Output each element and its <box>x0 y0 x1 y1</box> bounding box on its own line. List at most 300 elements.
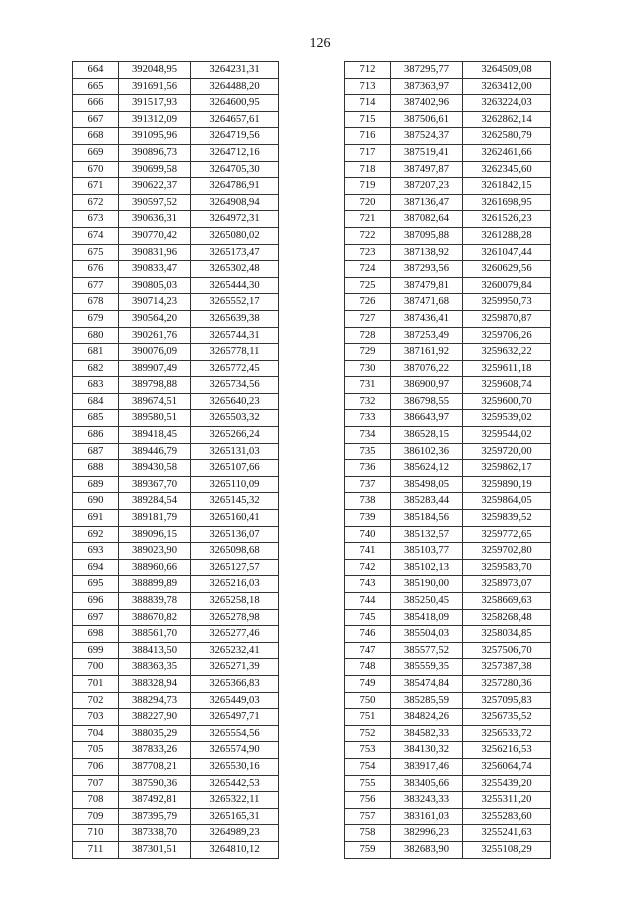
y-coordinate-cell: 3265444,30 <box>191 277 279 294</box>
y-coordinate-cell: 3265160,41 <box>191 510 279 527</box>
point-number-cell: 693 <box>73 543 119 560</box>
table-row <box>345 62 551 79</box>
table-row <box>345 510 551 527</box>
x-coordinate-cell: 389181,79 <box>119 510 191 527</box>
x-coordinate-cell: 388035,29 <box>119 725 191 742</box>
y-coordinate-cell: 3255283,60 <box>463 808 551 825</box>
table-row <box>73 476 279 493</box>
point-number-cell: 722 <box>345 227 391 244</box>
table-row <box>73 95 279 112</box>
point-number-cell: 699 <box>73 642 119 659</box>
point-number-cell: 664 <box>73 62 119 79</box>
x-coordinate-cell: 390636,31 <box>119 211 191 228</box>
point-number-cell: 720 <box>345 194 391 211</box>
table-row <box>73 825 279 842</box>
x-coordinate-cell: 387497,87 <box>391 161 463 178</box>
point-number-cell: 740 <box>345 526 391 543</box>
table-row <box>73 128 279 145</box>
point-number-cell: 724 <box>345 261 391 278</box>
x-coordinate-cell: 385190,00 <box>391 576 463 593</box>
y-coordinate-cell: 3259583,70 <box>463 559 551 576</box>
table-row <box>345 609 551 626</box>
y-coordinate-cell: 3263224,03 <box>463 95 551 112</box>
x-coordinate-cell: 383243,33 <box>391 792 463 809</box>
x-coordinate-cell: 387161,92 <box>391 344 463 361</box>
x-coordinate-cell: 385504,03 <box>391 626 463 643</box>
table-row <box>345 593 551 610</box>
point-number-cell: 713 <box>345 78 391 95</box>
y-coordinate-cell: 3265145,32 <box>191 493 279 510</box>
y-coordinate-cell: 3265271,39 <box>191 659 279 676</box>
table-row <box>73 626 279 643</box>
x-coordinate-cell: 387076,22 <box>391 360 463 377</box>
table-row <box>73 526 279 543</box>
table-row <box>345 792 551 809</box>
y-coordinate-cell: 3255108,29 <box>463 841 551 858</box>
table-row <box>345 227 551 244</box>
point-number-cell: 706 <box>73 758 119 775</box>
x-coordinate-cell: 388839,78 <box>119 593 191 610</box>
point-number-cell: 718 <box>345 161 391 178</box>
y-coordinate-cell: 3264712,16 <box>191 144 279 161</box>
y-coordinate-cell: 3258034,85 <box>463 626 551 643</box>
y-coordinate-cell: 3265277,46 <box>191 626 279 643</box>
table-row <box>73 261 279 278</box>
point-number-cell: 668 <box>73 128 119 145</box>
y-coordinate-cell: 3255241,63 <box>463 825 551 842</box>
x-coordinate-cell: 382683,90 <box>391 841 463 858</box>
point-number-cell: 723 <box>345 244 391 261</box>
point-number-cell: 673 <box>73 211 119 228</box>
table-row <box>345 675 551 692</box>
point-number-cell: 756 <box>345 792 391 809</box>
table-row <box>73 327 279 344</box>
table-row <box>73 410 279 427</box>
table-row <box>345 277 551 294</box>
y-coordinate-cell: 3262580,79 <box>463 128 551 145</box>
x-coordinate-cell: 387519,41 <box>391 144 463 161</box>
x-coordinate-cell: 385283,44 <box>391 493 463 510</box>
x-coordinate-cell: 388561,70 <box>119 626 191 643</box>
x-coordinate-cell: 383405,66 <box>391 775 463 792</box>
point-number-cell: 715 <box>345 111 391 128</box>
point-number-cell: 736 <box>345 460 391 477</box>
x-coordinate-cell: 385559,35 <box>391 659 463 676</box>
x-coordinate-cell: 385624,12 <box>391 460 463 477</box>
point-number-cell: 683 <box>73 377 119 394</box>
table-row <box>345 377 551 394</box>
point-number-cell: 702 <box>73 692 119 709</box>
table-row <box>73 211 279 228</box>
x-coordinate-cell: 392048,95 <box>119 62 191 79</box>
table-row <box>345 111 551 128</box>
table-row <box>345 211 551 228</box>
x-coordinate-cell: 387590,36 <box>119 775 191 792</box>
y-coordinate-cell: 3265778,11 <box>191 344 279 361</box>
x-coordinate-cell: 387295,77 <box>391 62 463 79</box>
y-coordinate-cell: 3265107,66 <box>191 460 279 477</box>
point-number-cell: 746 <box>345 626 391 643</box>
point-number-cell: 676 <box>73 261 119 278</box>
table-row <box>73 393 279 410</box>
y-coordinate-cell: 3259702,80 <box>463 543 551 560</box>
table-row <box>345 825 551 842</box>
x-coordinate-cell: 390831,96 <box>119 244 191 261</box>
y-coordinate-cell: 3259950,73 <box>463 294 551 311</box>
table-row <box>73 360 279 377</box>
x-coordinate-cell: 390833,47 <box>119 261 191 278</box>
point-number-cell: 681 <box>73 344 119 361</box>
table-row <box>73 576 279 593</box>
point-number-cell: 741 <box>345 543 391 560</box>
x-coordinate-cell: 388960,66 <box>119 559 191 576</box>
y-coordinate-cell: 3258268,48 <box>463 609 551 626</box>
x-coordinate-cell: 388670,82 <box>119 609 191 626</box>
y-coordinate-cell: 3263412,00 <box>463 78 551 95</box>
x-coordinate-cell: 388413,50 <box>119 642 191 659</box>
table-row <box>345 642 551 659</box>
table-row <box>73 808 279 825</box>
point-number-cell: 711 <box>73 841 119 858</box>
table-row <box>73 593 279 610</box>
point-number-cell: 714 <box>345 95 391 112</box>
x-coordinate-cell: 384824,26 <box>391 709 463 726</box>
x-coordinate-cell: 385103,77 <box>391 543 463 560</box>
point-number-cell: 708 <box>73 792 119 809</box>
x-coordinate-cell: 390261,76 <box>119 327 191 344</box>
point-number-cell: 755 <box>345 775 391 792</box>
point-number-cell: 700 <box>73 659 119 676</box>
x-coordinate-cell: 387363,97 <box>391 78 463 95</box>
y-coordinate-cell: 3265232,41 <box>191 642 279 659</box>
point-number-cell: 729 <box>345 344 391 361</box>
point-number-cell: 670 <box>73 161 119 178</box>
point-number-cell: 677 <box>73 277 119 294</box>
y-coordinate-cell: 3264600,95 <box>191 95 279 112</box>
table-row <box>345 161 551 178</box>
x-coordinate-cell: 386528,15 <box>391 427 463 444</box>
point-number-cell: 672 <box>73 194 119 211</box>
table-row <box>73 194 279 211</box>
x-coordinate-cell: 390770,42 <box>119 227 191 244</box>
y-coordinate-cell: 3259632,22 <box>463 344 551 361</box>
y-coordinate-cell: 3261047,44 <box>463 244 551 261</box>
table-row <box>345 460 551 477</box>
table-row <box>73 344 279 361</box>
x-coordinate-cell: 387708,21 <box>119 758 191 775</box>
table-row <box>73 277 279 294</box>
table-row <box>73 642 279 659</box>
x-coordinate-cell: 388227,90 <box>119 709 191 726</box>
y-coordinate-cell: 3259890,19 <box>463 476 551 493</box>
point-number-cell: 687 <box>73 443 119 460</box>
table-row <box>345 310 551 327</box>
table-row <box>73 609 279 626</box>
table-row <box>73 792 279 809</box>
point-number-cell: 710 <box>73 825 119 842</box>
table-row <box>345 144 551 161</box>
x-coordinate-cell: 384582,33 <box>391 725 463 742</box>
table-row <box>345 443 551 460</box>
y-coordinate-cell: 3265216,03 <box>191 576 279 593</box>
table-row <box>345 758 551 775</box>
point-number-cell: 727 <box>345 310 391 327</box>
y-coordinate-cell: 3265497,71 <box>191 709 279 726</box>
x-coordinate-cell: 387138,92 <box>391 244 463 261</box>
x-coordinate-cell: 391517,93 <box>119 95 191 112</box>
point-number-cell: 674 <box>73 227 119 244</box>
point-number-cell: 695 <box>73 576 119 593</box>
y-coordinate-cell: 3265131,03 <box>191 443 279 460</box>
table-row <box>73 294 279 311</box>
y-coordinate-cell: 3262345,60 <box>463 161 551 178</box>
point-number-cell: 669 <box>73 144 119 161</box>
x-coordinate-cell: 387833,26 <box>119 742 191 759</box>
x-coordinate-cell: 385498,05 <box>391 476 463 493</box>
y-coordinate-cell: 3261526,23 <box>463 211 551 228</box>
x-coordinate-cell: 387338,70 <box>119 825 191 842</box>
point-number-cell: 739 <box>345 510 391 527</box>
y-coordinate-cell: 3259600,70 <box>463 393 551 410</box>
table-row <box>73 310 279 327</box>
point-number-cell: 730 <box>345 360 391 377</box>
point-number-cell: 694 <box>73 559 119 576</box>
x-coordinate-cell: 389674,51 <box>119 393 191 410</box>
y-coordinate-cell: 3255311,20 <box>463 792 551 809</box>
y-coordinate-cell: 3258669,63 <box>463 593 551 610</box>
point-number-cell: 728 <box>345 327 391 344</box>
table-row <box>73 675 279 692</box>
x-coordinate-cell: 390714,23 <box>119 294 191 311</box>
y-coordinate-cell: 3264786,91 <box>191 178 279 195</box>
table-row <box>345 626 551 643</box>
point-number-cell: 690 <box>73 493 119 510</box>
y-coordinate-cell: 3261842,15 <box>463 178 551 195</box>
table-row <box>345 393 551 410</box>
page-number: 126 <box>309 36 331 51</box>
table-row <box>73 443 279 460</box>
x-coordinate-cell: 387492,81 <box>119 792 191 809</box>
table-row <box>345 692 551 709</box>
y-coordinate-cell: 3257387,38 <box>463 659 551 676</box>
table-row <box>73 427 279 444</box>
table-row <box>73 543 279 560</box>
table-row <box>73 377 279 394</box>
y-coordinate-cell: 3256216,53 <box>463 742 551 759</box>
table-row <box>345 95 551 112</box>
y-coordinate-cell: 3265734,56 <box>191 377 279 394</box>
point-number-cell: 748 <box>345 659 391 676</box>
x-coordinate-cell: 387301,51 <box>119 841 191 858</box>
point-number-cell: 698 <box>73 626 119 643</box>
y-coordinate-cell: 3265266,24 <box>191 427 279 444</box>
y-coordinate-cell: 3264657,61 <box>191 111 279 128</box>
x-coordinate-cell: 390699,58 <box>119 161 191 178</box>
y-coordinate-cell: 3264705,30 <box>191 161 279 178</box>
point-number-cell: 737 <box>345 476 391 493</box>
table-row <box>345 261 551 278</box>
y-coordinate-cell: 3265449,03 <box>191 692 279 709</box>
table-row <box>345 841 551 858</box>
y-coordinate-cell: 3265110,09 <box>191 476 279 493</box>
x-coordinate-cell: 387506,61 <box>391 111 463 128</box>
x-coordinate-cell: 388328,94 <box>119 675 191 692</box>
y-coordinate-cell: 3265127,57 <box>191 559 279 576</box>
point-number-cell: 680 <box>73 327 119 344</box>
x-coordinate-cell: 390597,52 <box>119 194 191 211</box>
table-row <box>345 709 551 726</box>
x-coordinate-cell: 382996,23 <box>391 825 463 842</box>
x-coordinate-cell: 391691,56 <box>119 78 191 95</box>
y-coordinate-cell: 3259539,02 <box>463 410 551 427</box>
point-number-cell: 685 <box>73 410 119 427</box>
point-number-cell: 686 <box>73 427 119 444</box>
y-coordinate-cell: 3265366,83 <box>191 675 279 692</box>
point-number-cell: 709 <box>73 808 119 825</box>
point-number-cell: 721 <box>345 211 391 228</box>
table-row <box>345 178 551 195</box>
x-coordinate-cell: 388899,89 <box>119 576 191 593</box>
x-coordinate-cell: 389580,51 <box>119 410 191 427</box>
x-coordinate-cell: 385102,13 <box>391 559 463 576</box>
table-row <box>345 493 551 510</box>
y-coordinate-cell: 3259608,74 <box>463 377 551 394</box>
x-coordinate-cell: 386900,97 <box>391 377 463 394</box>
x-coordinate-cell: 386643,97 <box>391 410 463 427</box>
x-coordinate-cell: 384130,32 <box>391 742 463 759</box>
x-coordinate-cell: 390622,37 <box>119 178 191 195</box>
table-row <box>345 476 551 493</box>
table-row <box>345 742 551 759</box>
table-row <box>73 659 279 676</box>
point-number-cell: 675 <box>73 244 119 261</box>
point-number-cell: 750 <box>345 692 391 709</box>
table-row <box>345 344 551 361</box>
y-coordinate-cell: 3265503,32 <box>191 410 279 427</box>
point-number-cell: 725 <box>345 277 391 294</box>
point-number-cell: 684 <box>73 393 119 410</box>
point-number-cell: 753 <box>345 742 391 759</box>
x-coordinate-cell: 385285,59 <box>391 692 463 709</box>
table-row <box>345 78 551 95</box>
point-number-cell: 747 <box>345 642 391 659</box>
table-row <box>73 510 279 527</box>
y-coordinate-cell: 3261288,28 <box>463 227 551 244</box>
point-number-cell: 758 <box>345 825 391 842</box>
y-coordinate-cell: 3265173,47 <box>191 244 279 261</box>
coordinates-table-left <box>72 61 279 859</box>
x-coordinate-cell: 387471,68 <box>391 294 463 311</box>
x-coordinate-cell: 387253,49 <box>391 327 463 344</box>
x-coordinate-cell: 387524,37 <box>391 128 463 145</box>
y-coordinate-cell: 3259611,18 <box>463 360 551 377</box>
x-coordinate-cell: 386798,55 <box>391 393 463 410</box>
y-coordinate-cell: 3265080,02 <box>191 227 279 244</box>
point-number-cell: 732 <box>345 393 391 410</box>
x-coordinate-cell: 389284,54 <box>119 493 191 510</box>
y-coordinate-cell: 3265744,31 <box>191 327 279 344</box>
y-coordinate-cell: 3264231,31 <box>191 62 279 79</box>
y-coordinate-cell: 3265640,23 <box>191 393 279 410</box>
point-number-cell: 667 <box>73 111 119 128</box>
point-number-cell: 705 <box>73 742 119 759</box>
y-coordinate-cell: 3257280,36 <box>463 675 551 692</box>
y-coordinate-cell: 3256064,74 <box>463 758 551 775</box>
y-coordinate-cell: 3260079,84 <box>463 277 551 294</box>
y-coordinate-cell: 3264972,31 <box>191 211 279 228</box>
point-number-cell: 745 <box>345 609 391 626</box>
table-row <box>73 775 279 792</box>
x-coordinate-cell: 389907,49 <box>119 360 191 377</box>
point-number-cell: 717 <box>345 144 391 161</box>
table-row <box>345 775 551 792</box>
x-coordinate-cell: 385418,09 <box>391 609 463 626</box>
point-number-cell: 707 <box>73 775 119 792</box>
x-coordinate-cell: 391095,96 <box>119 128 191 145</box>
point-number-cell: 743 <box>345 576 391 593</box>
x-coordinate-cell: 389367,70 <box>119 476 191 493</box>
x-coordinate-cell: 387207,23 <box>391 178 463 195</box>
x-coordinate-cell: 387095,88 <box>391 227 463 244</box>
table-row <box>345 659 551 676</box>
y-coordinate-cell: 3259839,52 <box>463 510 551 527</box>
y-coordinate-cell: 3260629,56 <box>463 261 551 278</box>
point-number-cell: 738 <box>345 493 391 510</box>
x-coordinate-cell: 385474,84 <box>391 675 463 692</box>
x-coordinate-cell: 389023,90 <box>119 543 191 560</box>
x-coordinate-cell: 390896,73 <box>119 144 191 161</box>
point-number-cell: 759 <box>345 841 391 858</box>
table-row <box>345 576 551 593</box>
table-row <box>73 709 279 726</box>
x-coordinate-cell: 387136,47 <box>391 194 463 211</box>
x-coordinate-cell: 383917,46 <box>391 758 463 775</box>
point-number-cell: 751 <box>345 709 391 726</box>
y-coordinate-cell: 3258973,07 <box>463 576 551 593</box>
point-number-cell: 719 <box>345 178 391 195</box>
table-row <box>345 427 551 444</box>
table-row <box>73 460 279 477</box>
y-coordinate-cell: 3257506,70 <box>463 642 551 659</box>
point-number-cell: 731 <box>345 377 391 394</box>
point-number-cell: 682 <box>73 360 119 377</box>
point-number-cell: 689 <box>73 476 119 493</box>
y-coordinate-cell: 3265258,18 <box>191 593 279 610</box>
table-row <box>73 841 279 858</box>
point-number-cell: 679 <box>73 310 119 327</box>
y-coordinate-cell: 3265574,90 <box>191 742 279 759</box>
table-row <box>73 144 279 161</box>
y-coordinate-cell: 3259870,87 <box>463 310 551 327</box>
y-coordinate-cell: 3264509,08 <box>463 62 551 79</box>
table-row <box>345 194 551 211</box>
y-coordinate-cell: 3265639,38 <box>191 310 279 327</box>
x-coordinate-cell: 387402,96 <box>391 95 463 112</box>
y-coordinate-cell: 3262862,14 <box>463 111 551 128</box>
y-coordinate-cell: 3259862,17 <box>463 460 551 477</box>
point-number-cell: 665 <box>73 78 119 95</box>
table-row <box>73 62 279 79</box>
x-coordinate-cell: 385132,57 <box>391 526 463 543</box>
y-coordinate-cell: 3264908,94 <box>191 194 279 211</box>
point-number-cell: 726 <box>345 294 391 311</box>
table-row <box>73 559 279 576</box>
x-coordinate-cell: 389798,88 <box>119 377 191 394</box>
table-row <box>345 543 551 560</box>
y-coordinate-cell: 3265442,53 <box>191 775 279 792</box>
coordinates-table-right <box>344 61 551 859</box>
point-number-cell: 712 <box>345 62 391 79</box>
